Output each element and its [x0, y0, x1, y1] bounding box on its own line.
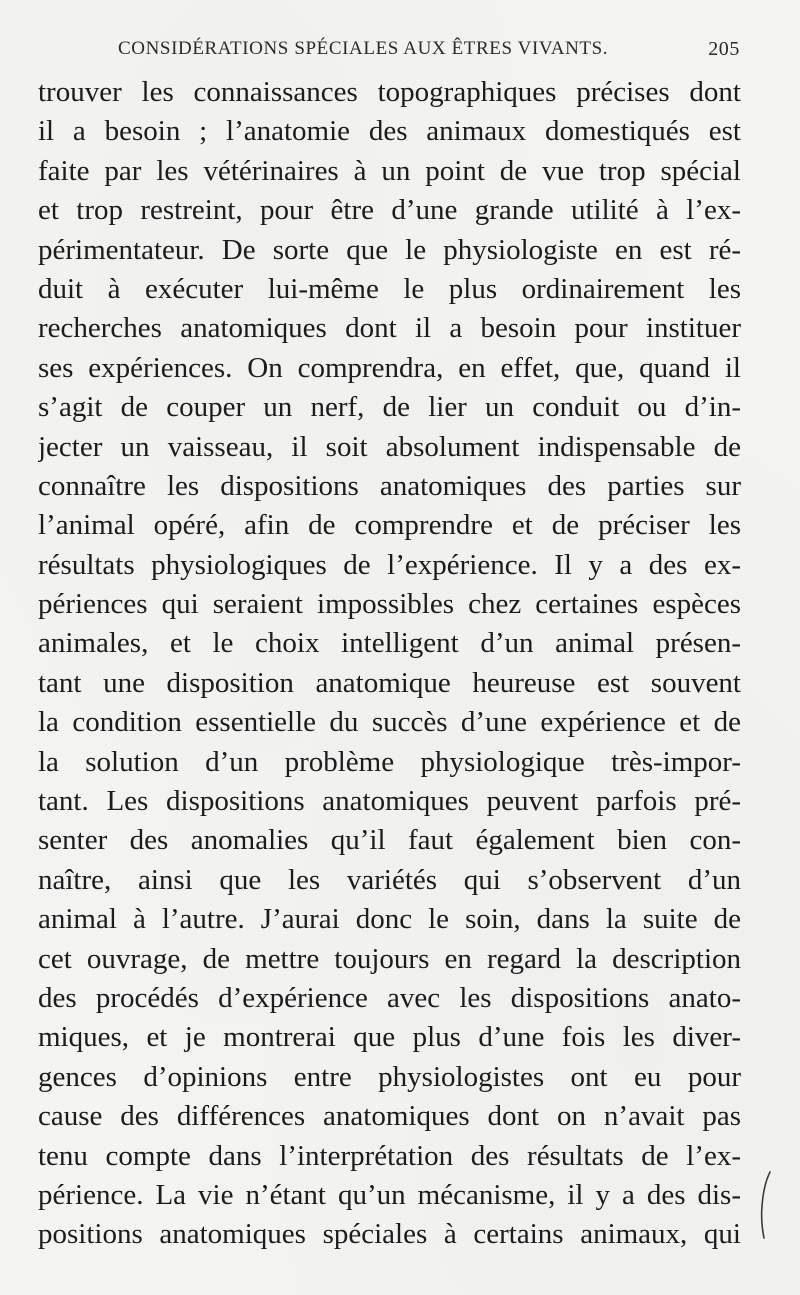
text-line: faite par les vétérinaires à un point de vue trop spécial — [38, 154, 741, 187]
text-line: recherches anatomiques dont il a besoin pour instituer — [38, 312, 741, 345]
text-line: tant. Les dispositions anatomiques peuvent parfois pré- — [38, 785, 741, 818]
text-line: il a besoin ; l’anatomie des animaux domestiqués est — [38, 115, 741, 148]
text-line: positions anatomiques spéciales à certains animaux, qui — [38, 1218, 741, 1251]
text-line: senter des anomalies qu’il faut également bien con- — [38, 824, 741, 857]
margin-pencil-mark — [758, 1170, 774, 1240]
text-line: miques, et je montrerai que plus d’une fois les diver- — [38, 1021, 741, 1054]
text-line: ses expériences. On comprendra, en effet, que, quand il — [38, 351, 741, 384]
text-line: la condition essentielle du succès d’une expérience et de — [38, 706, 741, 739]
text-line: cet ouvrage, de mettre toujours en regard la description — [38, 942, 741, 975]
text-line: des procédés d’expérience avec les dispositions anato- — [38, 981, 741, 1014]
running-header — [118, 34, 740, 64]
text-line: naître, ainsi que les variétés qui s’observent d’un — [38, 863, 741, 896]
text-line: cause des différences anatomiques dont on n’avait pas — [38, 1100, 741, 1133]
text-line: jecter un vaisseau, il soit absolument indispensable de — [38, 430, 741, 463]
text-line: duit à exécuter lui-même le plus ordinairement les — [38, 272, 741, 305]
page-number: 205 — [708, 38, 740, 60]
text-line: animales, et le choix intelligent d’un animal présen- — [38, 627, 741, 660]
text-line: connaître les dispositions anatomiques des parties sur — [38, 469, 741, 502]
text-line: la solution d’un problème physiologique très-impor- — [38, 745, 741, 778]
text-line: l’animal opéré, afin de comprendre et de préciser les — [38, 509, 741, 542]
text-line: tant une disposition anatomique heureuse est souvent — [38, 666, 741, 699]
text-line: périmentateur. De sorte que le physiologiste en est ré- — [38, 233, 741, 266]
text-line: gences d’opinions entre physiologistes ont eu pour — [38, 1060, 741, 1093]
text-line: s’agit de couper un nerf, de lier un conduit ou d’in- — [38, 391, 741, 424]
text-line: périences qui seraient impossibles chez certaines espèces — [38, 588, 741, 621]
text-line: trouver les connaissances topographiques précises dont — [38, 76, 741, 108]
text-line: animal à l’autre. J’aurai donc le soin, dans la suite de — [38, 903, 741, 936]
text-line: résultats physiologiques de l’expérience. Il y a des ex- — [38, 548, 741, 581]
text-line: périence. La vie n’étant qu’un mécanisme, il y a des dis- — [38, 1178, 741, 1211]
running-title: CONSIDÉRATIONS SPÉCIALES AUX ÊTRES VIVANTS. — [118, 38, 609, 59]
body-text — [38, 73, 741, 1255]
text-line: et trop restreint, pour être d’une grande utilité à l’ex- — [38, 194, 741, 227]
text-line: tenu compte dans l’interprétation des résultats de l’ex- — [38, 1139, 741, 1172]
